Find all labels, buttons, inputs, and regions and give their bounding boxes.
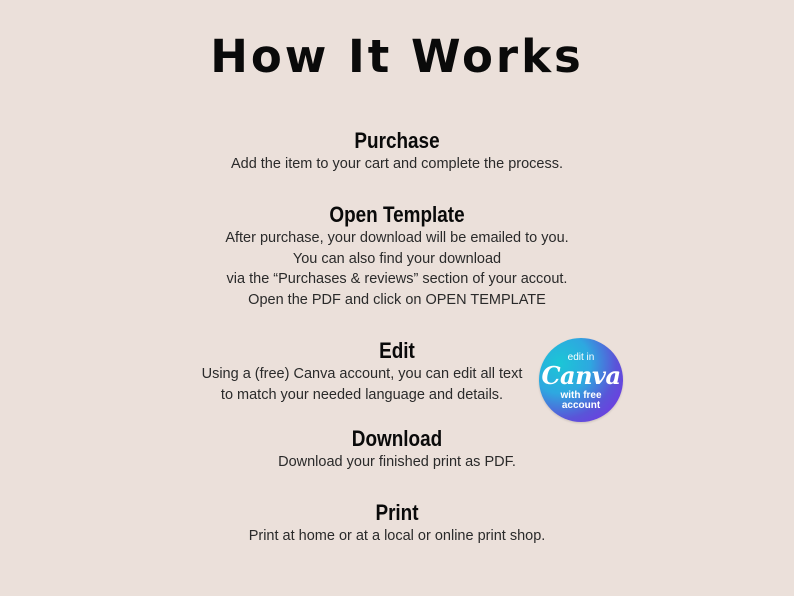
badge-bottom-text: account xyxy=(561,400,601,411)
step-open-template xyxy=(0,202,794,310)
step-description-line: After purchase, your download will be emailed to you. xyxy=(225,230,569,246)
step-print xyxy=(0,500,794,547)
page-title: How It Works xyxy=(210,30,584,83)
step-description-line: Open the PDF and click on OPEN TEMPLATE xyxy=(248,291,546,308)
step-description xyxy=(0,361,794,405)
step-description-line: via the “Purchases & reviews” section of your accout. xyxy=(226,271,568,287)
step-heading: Open Template xyxy=(329,202,465,227)
badge-bottom-text: with free xyxy=(560,390,602,401)
step-description-line: to match your needed language and details. xyxy=(220,386,504,403)
badge-top-text: edit in xyxy=(567,352,595,363)
step-heading: Edit xyxy=(379,338,415,363)
step-description xyxy=(0,452,794,473)
step-description-line: Print at home or at a local or online print shop. xyxy=(248,528,546,544)
step-description xyxy=(0,228,794,310)
step-download xyxy=(0,426,794,473)
step-description xyxy=(0,526,794,547)
step-heading: Download xyxy=(351,426,443,451)
step-edit xyxy=(0,338,794,405)
step-description-line: Download your finished print as PDF. xyxy=(278,454,516,470)
step-heading: Print xyxy=(375,500,419,525)
edit-in-canva-badge xyxy=(539,338,623,422)
step-description xyxy=(0,154,794,175)
step-description-line: Using a (free) Canva account, you can edit all text xyxy=(201,366,523,382)
step-heading: Purchase xyxy=(354,128,440,153)
step-description-line: You can also find your download xyxy=(292,250,502,267)
step-description-line: Add the item to your cart and complete the process. xyxy=(230,156,564,172)
canva-logo-text: Canva xyxy=(541,361,621,390)
step-purchase xyxy=(0,128,794,175)
